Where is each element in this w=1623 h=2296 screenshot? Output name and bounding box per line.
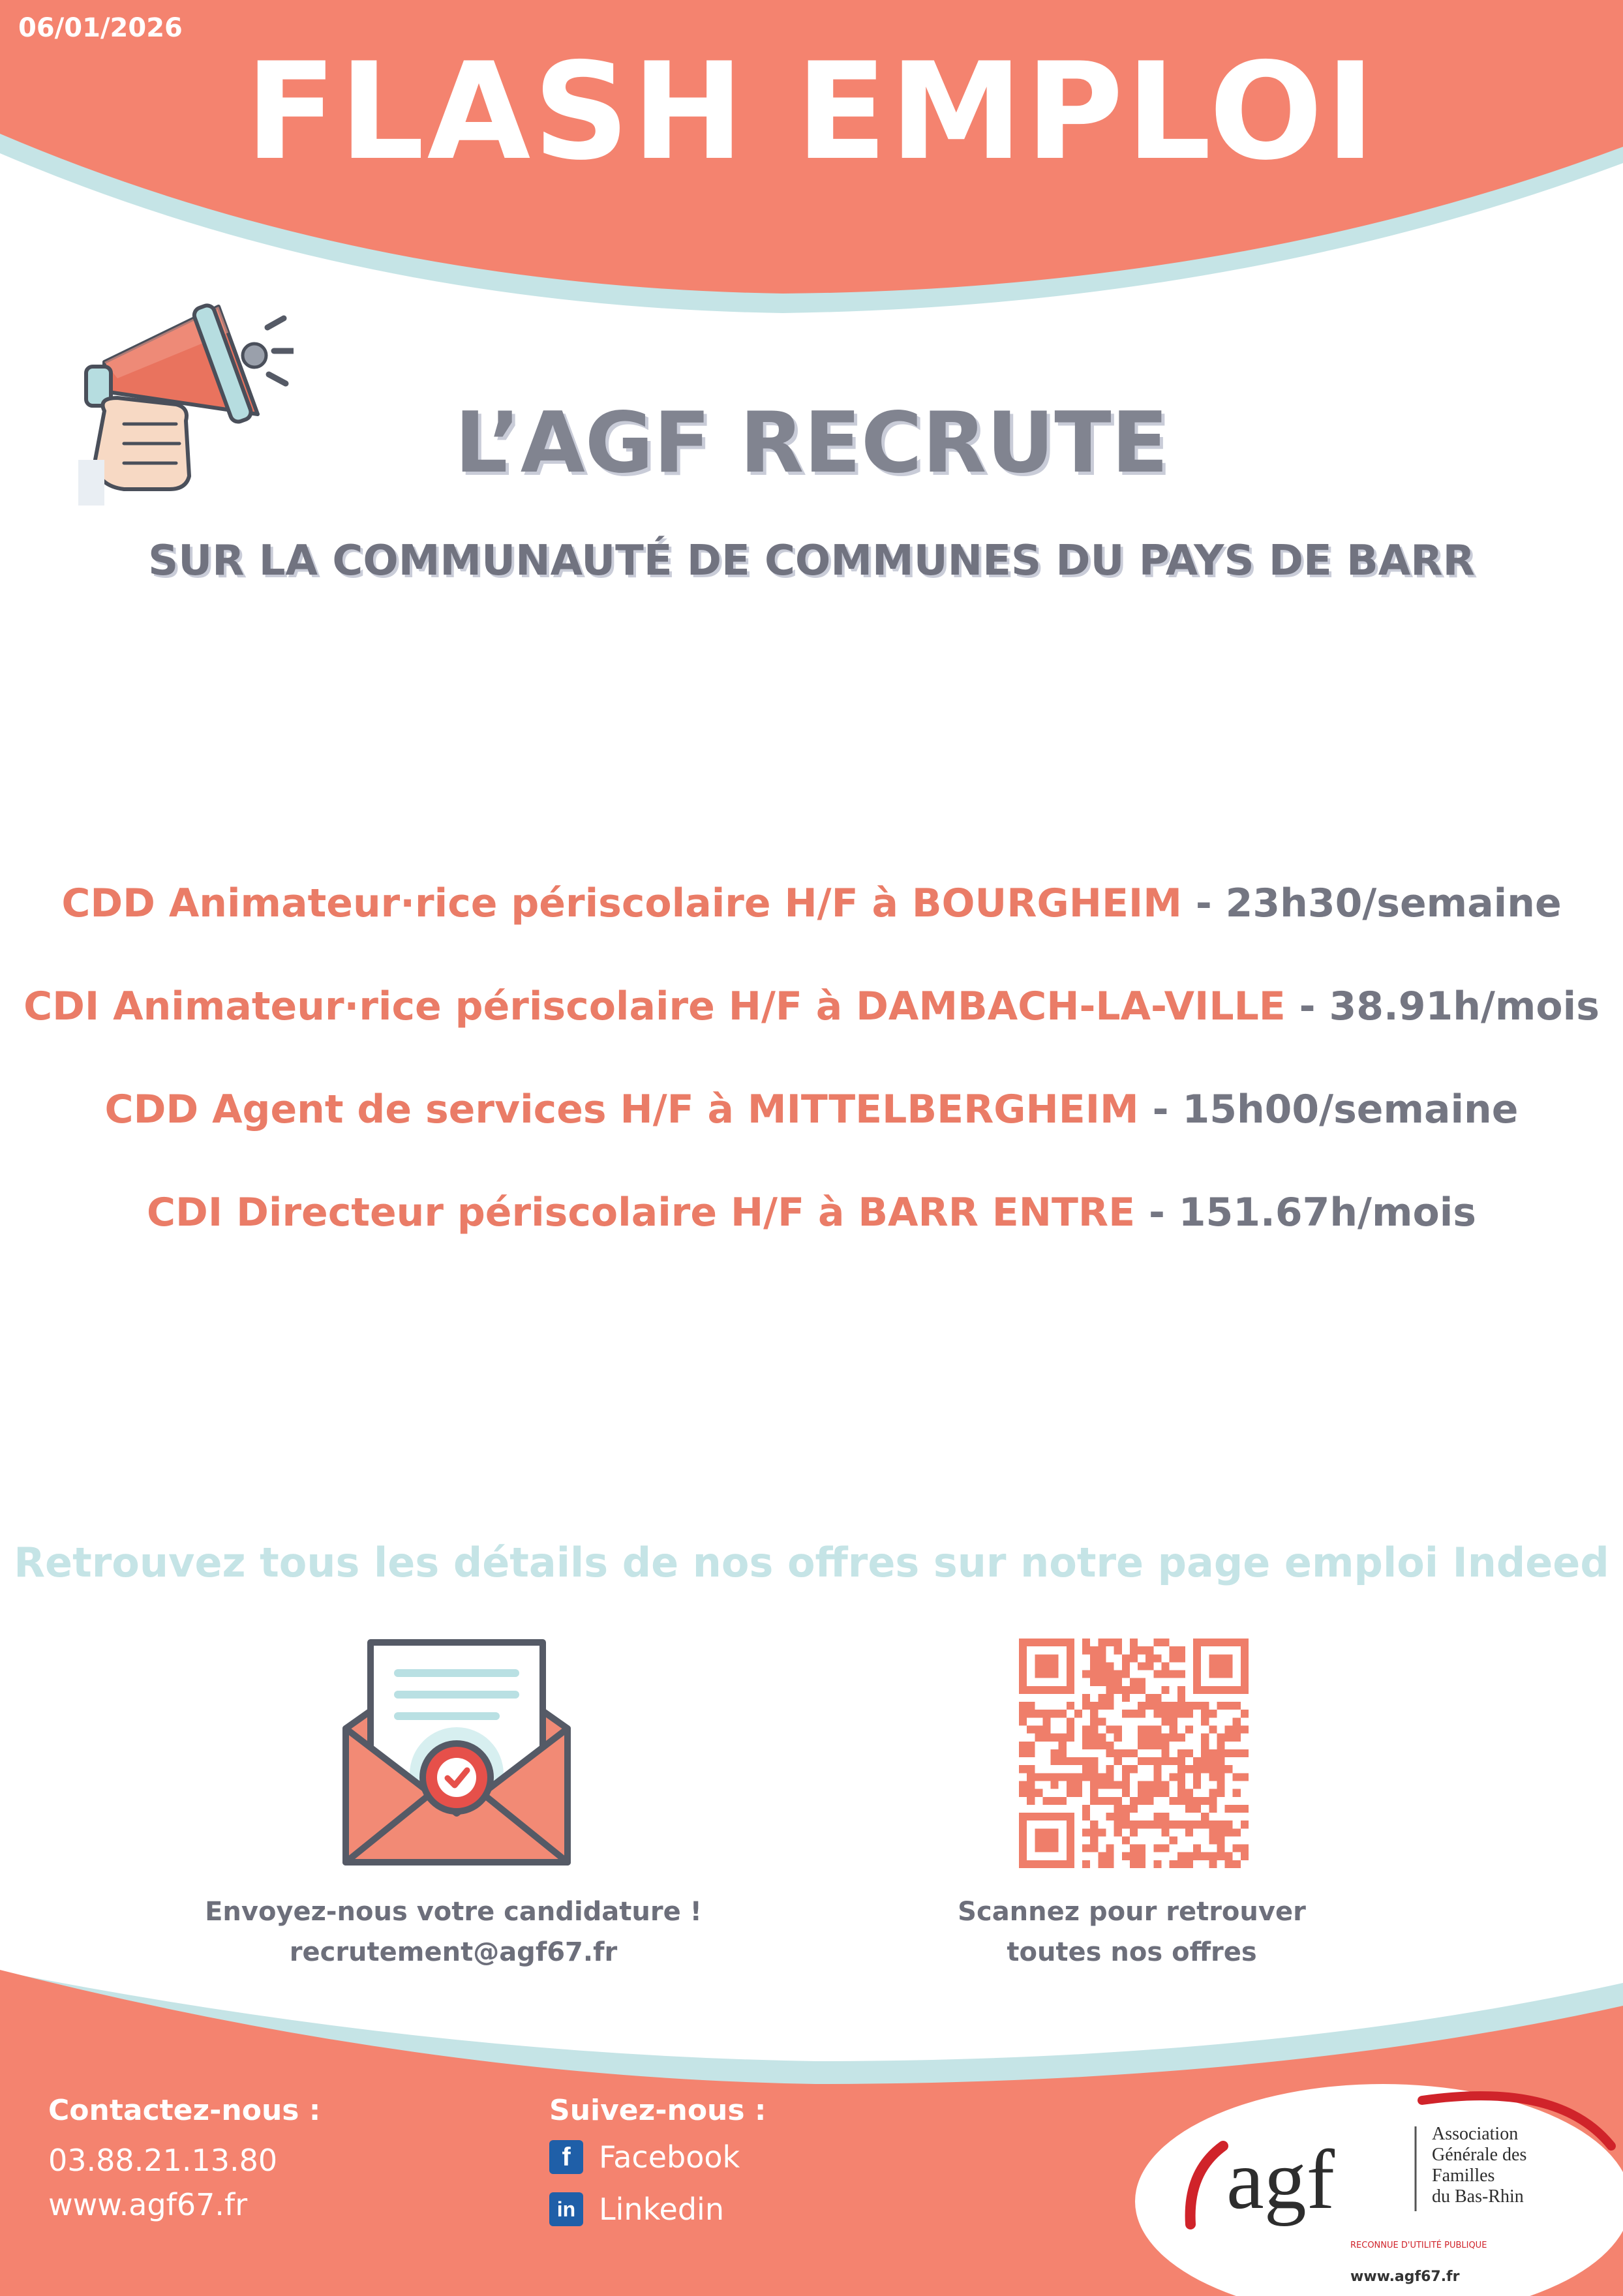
job-offer-title: CDI Directeur périscolaire H/F à BARR ENTRE (147, 1190, 1136, 1235)
linkedin-icon: in (549, 2192, 583, 2226)
job-offer-title: CDI Animateur·rice périscolaire H/F à DAMBACH-LA-VILLE (23, 984, 1286, 1029)
job-offer-hours: - 15h00/semaine (1138, 1087, 1519, 1132)
application-caption-line: Envoyez-nous votre candidature ! (205, 1897, 702, 1927)
follow-heading: Suivez-nous : (549, 2094, 766, 2127)
job-offer (0, 881, 1623, 926)
facebook-link[interactable] (549, 2139, 740, 2175)
qr-code[interactable] (1019, 1639, 1249, 1868)
logo-website: www.agf67.fr (1350, 2269, 1460, 2285)
application-email[interactable]: recrutement@agf67.fr (289, 1937, 618, 1967)
envelope-check-icon (339, 1637, 574, 1872)
indeed-info-text: Retrouvez tous les détails de nos offres sur notre page emploi Indeed (14, 1539, 1609, 1586)
job-offer (0, 984, 1623, 1029)
linkedin-link[interactable] (549, 2192, 724, 2227)
logo-text-line: Familles (1432, 2166, 1495, 2186)
logo-name: agf (1226, 2133, 1335, 2227)
job-offer-title: CDD Animateur·rice périscolaire H/F à BOURGHEIM (61, 881, 1182, 926)
job-offer-hours: - 151.67h/mois (1135, 1190, 1476, 1235)
job-offer-title: CDD Agent de services H/F à MITTELBERGHEIM (104, 1087, 1139, 1132)
job-offer-hours: - 23h30/semaine (1181, 881, 1562, 926)
facebook-icon: f (549, 2140, 583, 2174)
linkedin-label: Linkedin (599, 2192, 724, 2227)
recruitment-title: L’AGF RECRUTE (454, 395, 1169, 492)
job-offer-hours: - 38.91h/mois (1285, 984, 1600, 1029)
logo-text-line: du Bas-Rhin (1432, 2186, 1524, 2207)
scan-caption-line: Scannez pour retrouver (958, 1897, 1306, 1927)
contact-website[interactable]: www.agf67.fr (48, 2187, 248, 2222)
scan-caption-line: toutes nos offres (1007, 1937, 1257, 1967)
contact-phone[interactable]: 03.88.21.13.80 (48, 2143, 278, 2178)
logo-tagline: RECONNUE D'UTILITÉ PUBLIQUE (1350, 2241, 1487, 2250)
recruitment-subtitle: SUR LA COMMUNAUTÉ DE COMMUNES DU PAYS DE BARR (148, 537, 1475, 585)
agf-logo (1102, 2074, 1623, 2296)
job-offer (0, 1087, 1623, 1132)
logo-text-line: Générale des (1432, 2145, 1527, 2165)
date-label: 06/01/2026 (18, 13, 183, 43)
facebook-label: Facebook (599, 2139, 740, 2175)
logo-text-line: Association (1432, 2124, 1519, 2144)
job-offer (0, 1190, 1623, 1235)
page-title: FLASH EMPLOI (245, 35, 1378, 190)
contact-heading: Contactez-nous : (48, 2094, 321, 2127)
